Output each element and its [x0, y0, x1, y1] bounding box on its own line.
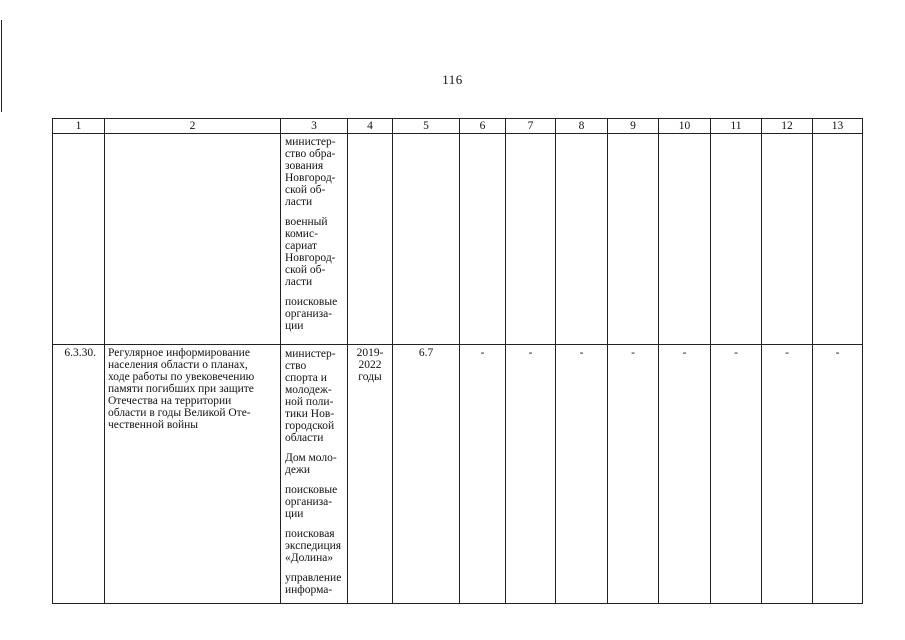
- item-number: 6.3.30.: [64, 347, 96, 359]
- document-table: [52, 118, 863, 604]
- item-col11-value: -: [734, 347, 738, 359]
- item-col12-value: -: [785, 347, 789, 359]
- header-cell-11: 11: [711, 119, 762, 134]
- header-cell-6: 6: [460, 119, 506, 134]
- cell-organizations: [281, 345, 348, 604]
- header-cell-7: 7: [506, 119, 556, 134]
- header-cell-12: 12: [762, 119, 813, 134]
- cell-empty: [105, 134, 281, 345]
- cell-empty: [506, 134, 556, 345]
- header-cell-5: 5: [393, 119, 460, 134]
- cell-empty: [393, 134, 460, 345]
- item-col5-value: 6.7: [418, 347, 434, 359]
- header-cell-3: 3: [281, 119, 348, 134]
- cell-col11: [711, 345, 762, 604]
- cell-empty: [608, 134, 659, 345]
- cell-col5: [393, 345, 460, 604]
- table-row-6-3-30: [53, 345, 863, 604]
- header-cell-2: 2: [105, 119, 281, 134]
- organization-entry: поисковая экспедиция «Долина»: [285, 528, 342, 564]
- header-cell-8: 8: [556, 119, 608, 134]
- cell-description: [105, 345, 281, 604]
- cell-col13: [813, 345, 863, 604]
- header-cell-9: 9: [608, 119, 659, 134]
- cell-item-number: [53, 345, 105, 604]
- cell-empty: [348, 134, 393, 345]
- organization-entry: поисковые организа- ции: [285, 484, 338, 520]
- header-cell-1: 1: [53, 119, 105, 134]
- cell-empty: [53, 134, 105, 345]
- organization-entry: министер- ство спорта и молодеж- ной поли- тики Нов- городской области: [285, 348, 336, 444]
- cell-empty: [813, 134, 863, 345]
- item-col13-value: -: [835, 347, 840, 359]
- cell-col10: [659, 345, 711, 604]
- cell-col12: [762, 345, 813, 604]
- cell-empty: [711, 134, 762, 345]
- cell-col7: [506, 345, 556, 604]
- organization-entry: Дом моло- дежи: [285, 452, 337, 476]
- cell-empty: [460, 134, 506, 345]
- header-cell-10: 10: [659, 119, 711, 134]
- cell-col6: [460, 345, 506, 604]
- header-row: [53, 119, 863, 134]
- item-col7-value: -: [528, 347, 533, 359]
- item-col9-value: -: [631, 347, 635, 359]
- cell-col8: [556, 345, 608, 604]
- item-description: Регулярное информирование населения области о планах, ходе работы по увековечению памяти погибших при защите Отечества на территории области в годы Великой Оте- чественной войны: [108, 347, 255, 431]
- cell-empty: [762, 134, 813, 345]
- cell-empty: [556, 134, 608, 345]
- header-cell-13: 13: [813, 119, 863, 134]
- organization-entry: поисковые организа- ции: [285, 296, 338, 332]
- cell-empty: [659, 134, 711, 345]
- cell-col9: [608, 345, 659, 604]
- table-row-continued: [53, 134, 863, 345]
- item-period: 2019- 2022 годы: [356, 347, 384, 383]
- organization-entry: управление информа-: [285, 572, 342, 596]
- organization-entry: военный комис- сариат Новгород- ской об- ласти: [285, 216, 336, 288]
- cell-organizations: [281, 134, 348, 345]
- left-margin-line: [1, 20, 2, 112]
- cell-period: [348, 345, 393, 604]
- item-col8-value: -: [579, 347, 584, 359]
- item-col10-value: -: [682, 347, 687, 359]
- page-number: 116: [442, 72, 463, 87]
- item-col6-value: -: [480, 347, 485, 359]
- organization-entry: министер- ство обра- зования Новгород- ской об- ласти: [285, 136, 336, 208]
- header-cell-4: 4: [348, 119, 393, 134]
